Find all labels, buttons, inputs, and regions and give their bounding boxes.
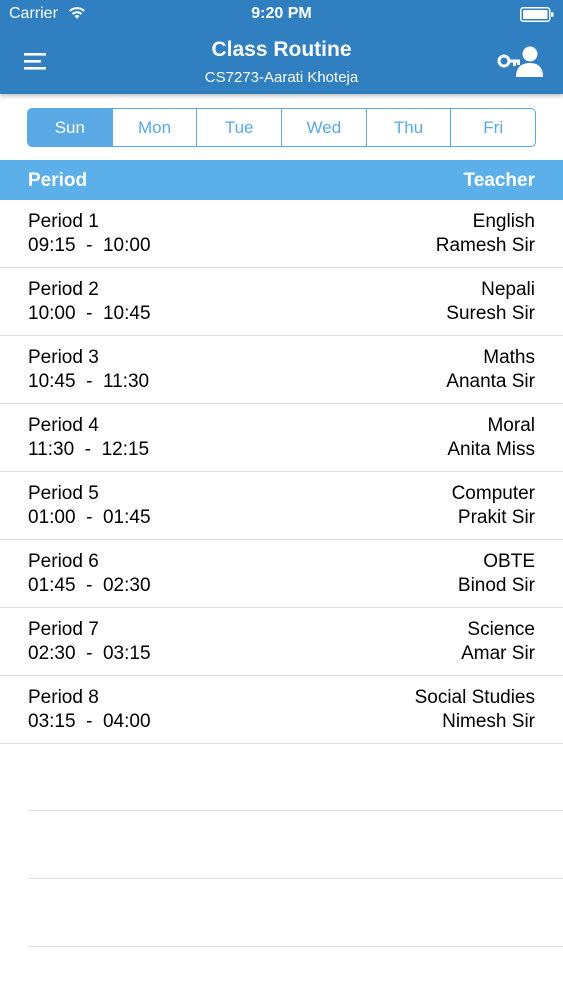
battery-icon: [520, 7, 554, 22]
subject-name: Social Studies: [414, 687, 535, 708]
navigation-bar: [0, 0, 563, 94]
table-row[interactable]: [0, 200, 563, 268]
header-period: Period: [28, 170, 88, 191]
table-row[interactable]: [0, 336, 563, 404]
carrier-label: Carrier: [9, 5, 58, 22]
teacher-name: Binod Sir: [457, 575, 535, 596]
page-subtitle: CS7273-Aarati Khoteja: [204, 69, 359, 86]
period-label: Period 4: [28, 415, 99, 436]
period-label: Period 2: [28, 279, 99, 300]
table-row[interactable]: [0, 268, 563, 336]
key-user-icon[interactable]: [497, 44, 543, 78]
day-tab-fri[interactable]: Fri: [450, 109, 535, 146]
empty-row-divider: [28, 878, 563, 879]
period-time: 03:15 - 04:00: [28, 711, 151, 732]
period-label: Period 3: [28, 347, 99, 368]
period-time: 10:00 - 10:45: [28, 303, 151, 324]
subject-name: English: [472, 211, 535, 232]
teacher-name: Suresh Sir: [446, 303, 535, 324]
table-row[interactable]: [0, 676, 563, 744]
period-time: 02:30 - 03:15: [28, 643, 151, 664]
status-bar: [0, 0, 563, 28]
table-header: [0, 160, 563, 200]
period-label: Period 8: [28, 687, 99, 708]
teacher-name: Nimesh Sir: [442, 711, 535, 732]
table-row[interactable]: [0, 608, 563, 676]
period-time: 11:30 - 12:15: [28, 439, 150, 460]
period-time: 01:45 - 02:30: [28, 575, 151, 596]
period-time: 01:00 - 01:45: [28, 507, 151, 528]
table-row[interactable]: [0, 540, 563, 608]
subject-name: Computer: [451, 483, 535, 504]
day-selector: [27, 108, 536, 147]
period-time: 10:45 - 11:30: [28, 371, 150, 392]
teacher-name: Amar Sir: [461, 643, 535, 664]
header-teacher: Teacher: [463, 170, 535, 191]
teacher-name: Ananta Sir: [446, 371, 535, 392]
day-tab-mon[interactable]: Mon: [112, 109, 197, 146]
teacher-name: Anita Miss: [447, 439, 535, 460]
day-tab-sun[interactable]: Sun: [28, 109, 112, 146]
empty-row-divider: [28, 810, 563, 811]
day-tab-tue[interactable]: Tue: [196, 109, 281, 146]
period-label: Period 1: [28, 211, 99, 232]
day-tab-thu[interactable]: Thu: [366, 109, 451, 146]
routine-list: [0, 200, 563, 744]
table-row[interactable]: [0, 404, 563, 472]
subject-name: OBTE: [483, 551, 535, 572]
day-tab-wed[interactable]: Wed: [281, 109, 366, 146]
subject-name: Moral: [487, 415, 535, 436]
subject-name: Maths: [483, 347, 535, 368]
period-label: Period 5: [28, 483, 99, 504]
teacher-name: Ramesh Sir: [435, 235, 535, 256]
subject-name: Nepali: [481, 279, 535, 300]
status-time: 9:20 PM: [251, 5, 312, 22]
period-label: Period 7: [28, 619, 99, 640]
period-time: 09:15 - 10:00: [28, 235, 151, 256]
page-title: Class Routine: [211, 38, 352, 61]
empty-row-divider: [28, 946, 563, 947]
subject-name: Science: [467, 619, 535, 640]
teacher-name: Prakit Sir: [457, 507, 535, 528]
period-label: Period 6: [28, 551, 99, 572]
table-row[interactable]: [0, 472, 563, 540]
